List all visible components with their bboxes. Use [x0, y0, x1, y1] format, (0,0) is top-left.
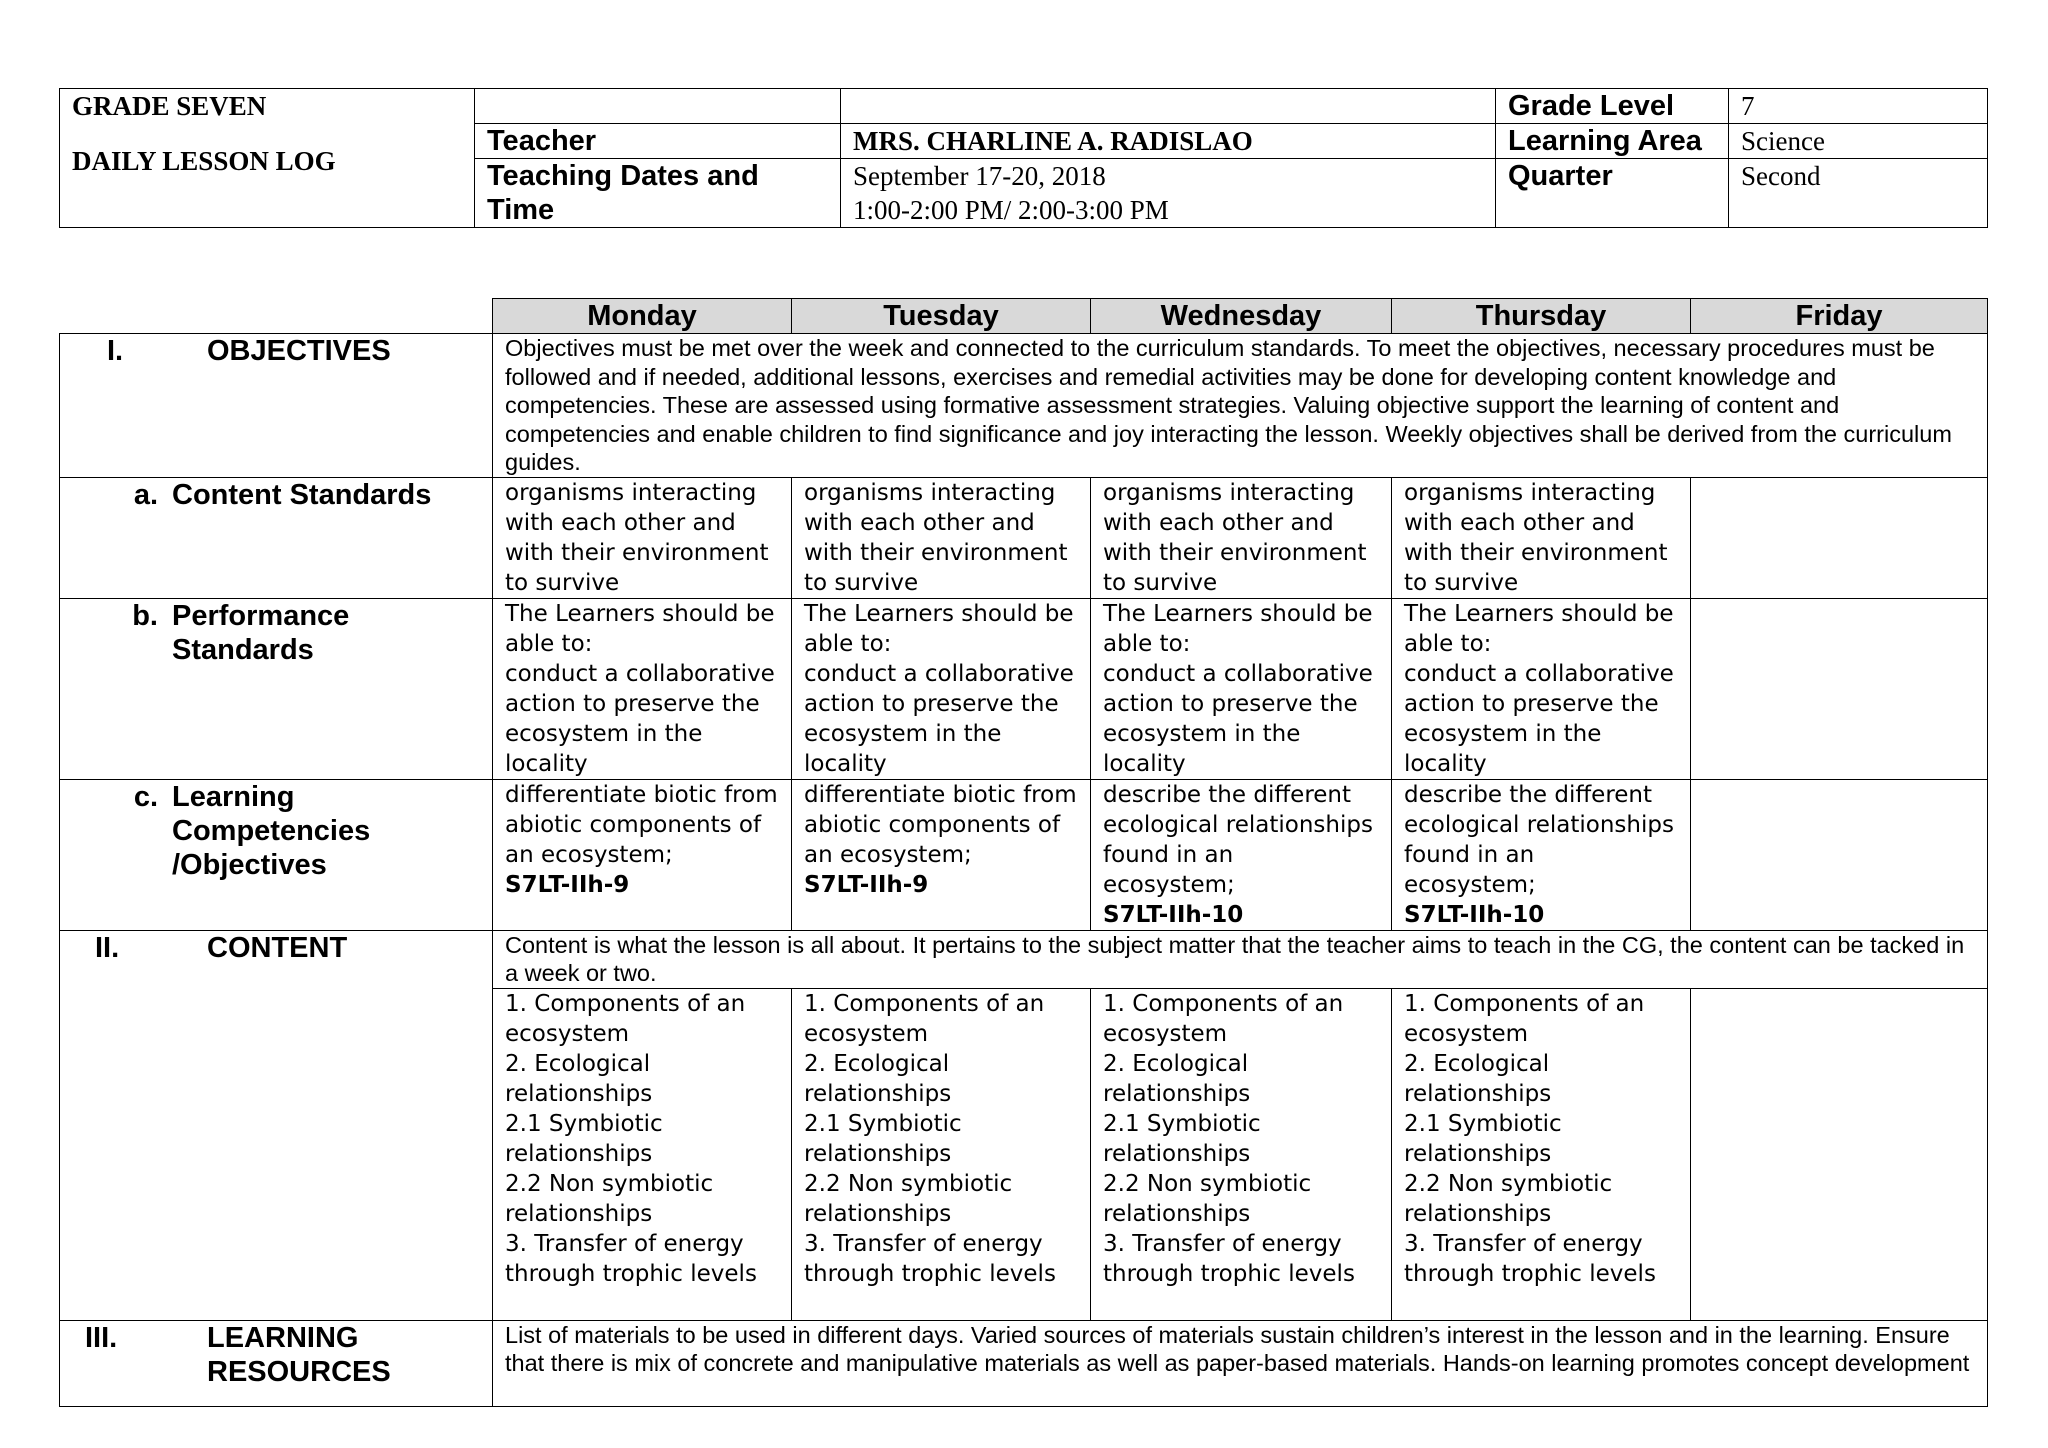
performance-standards-wednesday: The Learners should be able to: conduct a collaborative action to preserve the ecosystem in the locality	[1091, 598, 1392, 779]
content-topics-wednesday: 1. Components of an ecosystem 2. Ecological relationships 2.1 Symbiotic relationships 2.2 Non symbiotic relationships 3. Transfer of energy through trophic levels	[1091, 988, 1392, 1320]
learning-competencies-monday	[493, 779, 792, 930]
content-topics-monday: 1. Components of an ecosystem 2. Ecological relationships 2.1 Symbiotic relationships 2.2 Non symbiotic relationships 3. Transfer of energy through trophic levels	[493, 988, 792, 1320]
content-label-cell	[60, 930, 493, 1320]
section-title: CONTENT	[207, 931, 348, 964]
performance-standards-row	[60, 598, 1988, 779]
learning-resources-label-cell	[60, 1320, 493, 1406]
learning-resources-description: List of materials to be used in different days. Varied sources of materials sustain children’s interest in the lesson and in the learning. Ensure that there is mix of concrete and manipulative materials as well as paper-based materials. Hands-on learning promotes concept development	[493, 1320, 1988, 1406]
learning-competencies-thursday	[1392, 779, 1691, 930]
lesson-log-header	[59, 88, 1988, 228]
day-header-monday: Monday	[493, 299, 792, 334]
blank-corner-cell	[60, 299, 493, 334]
competency-text: describe the different ecological relationships found in an ecosystem;	[1404, 781, 1674, 898]
content-row	[60, 930, 1988, 988]
competency-code: S7LT-IIh-10	[1404, 901, 1545, 928]
performance-standards-thursday: The Learners should be able to: conduct a collaborative action to preserve the ecosystem in the locality	[1392, 598, 1691, 779]
content-standards-row	[60, 477, 1988, 598]
teaching-times: 1:00-2:00 PM/ 2:00-3:00 PM	[853, 195, 1169, 225]
learning-competencies-label-cell	[60, 779, 493, 930]
performance-standards-label-cell	[60, 598, 493, 779]
learning-competencies-row	[60, 779, 1988, 930]
item-title: Performance Standards	[172, 599, 350, 666]
item-letter: c.	[133, 780, 158, 813]
lesson-log-table	[59, 298, 1988, 1407]
teacher-value: MRS. CHARLINE A. RADISLAO	[841, 124, 1496, 159]
teaching-dates: September 17-20, 2018	[853, 161, 1106, 191]
day-header-tuesday: Tuesday	[792, 299, 1091, 334]
learning-area-label: Learning Area	[1496, 124, 1729, 159]
learning-area-value: Science	[1729, 124, 1988, 159]
quarter-value: Second	[1729, 159, 1988, 228]
performance-standards-monday: The Learners should be able to: conduct a collaborative action to preserve the ecosystem in the locality	[493, 598, 792, 779]
item-letter: b.	[132, 599, 158, 632]
content-standards-friday	[1691, 477, 1988, 598]
learning-resources-row	[60, 1320, 1988, 1406]
objectives-row	[60, 334, 1988, 478]
content-standards-monday: organisms interacting with each other and with their environment to survive	[493, 477, 792, 598]
grade-level-label: Grade Level	[1496, 89, 1729, 124]
content-standards-thursday: organisms interacting with each other and with their environment to survive	[1392, 477, 1691, 598]
quarter-label: Quarter	[1496, 159, 1729, 228]
competency-text: describe the different ecological relationships found in an ecosystem;	[1103, 781, 1373, 898]
log-title-cell	[60, 89, 475, 228]
content-standards-tuesday: organisms interacting with each other and with their environment to survive	[792, 477, 1091, 598]
blank-header-cell	[475, 89, 841, 124]
content-description: Content is what the lesson is all about. It pertains to the subject matter that the teacher aims to teach in the CG, the content can be tacked in a week or two.	[493, 930, 1988, 988]
blank-header-cell	[841, 89, 1496, 124]
content-standards-label-cell	[60, 477, 493, 598]
item-letter: a.	[133, 478, 158, 511]
section-title: OBJECTIVES	[207, 335, 391, 367]
learning-competencies-wednesday	[1091, 779, 1392, 930]
competency-text: differentiate biotic from abiotic components of an ecosystem;	[804, 781, 1077, 868]
teaching-dates-label: Teaching Dates and Time	[475, 159, 841, 228]
log-title: DAILY LESSON LOG	[72, 146, 336, 176]
competency-text: differentiate biotic from abiotic components of an ecosystem;	[505, 781, 778, 868]
grade-title: GRADE SEVEN	[72, 91, 267, 121]
item-title: Learning Competencies /Objectives	[172, 780, 371, 881]
competency-code: S7LT-IIh-9	[505, 871, 630, 898]
performance-standards-friday	[1691, 598, 1988, 779]
section-title: LEARNING RESOURCES	[207, 1321, 391, 1388]
teacher-label: Teacher	[475, 124, 841, 159]
day-header-friday: Friday	[1691, 299, 1988, 334]
objectives-description: Objectives must be met over the week and connected to the curriculum standards. To meet the objectives, necessary procedures must be followed and if needed, additional lessons, exercises and remedial activities may be done for developing content knowledge and competencies. These are assessed using formative assessment strategies. Valuing objective support the learning of content and competencies and enable children to find significance and joy interacting the lesson. Weekly objectives shall be derived from the curriculum guides.	[493, 334, 1988, 478]
content-topics-friday	[1691, 988, 1988, 1320]
content-topics-tuesday: 1. Components of an ecosystem 2. Ecological relationships 2.1 Symbiotic relationships 2.2 Non symbiotic relationships 3. Transfer of energy through trophic levels	[792, 988, 1091, 1320]
competency-code: S7LT-IIh-9	[804, 871, 929, 898]
competency-code: S7LT-IIh-10	[1103, 901, 1244, 928]
content-topics-thursday: 1. Components of an ecosystem 2. Ecological relationships 2.1 Symbiotic relationships 2.2 Non symbiotic relationships 3. Transfer of energy through trophic levels	[1392, 988, 1691, 1320]
section-number: III.	[85, 1321, 118, 1354]
section-number: I.	[107, 335, 124, 367]
section-number: II.	[95, 931, 120, 964]
grade-level-value: 7	[1729, 89, 1988, 124]
item-title: Content Standards	[172, 478, 432, 511]
day-header-wednesday: Wednesday	[1091, 299, 1392, 334]
teaching-dates-value	[841, 159, 1496, 228]
objectives-label-cell	[60, 334, 493, 478]
learning-competencies-friday	[1691, 779, 1988, 930]
learning-competencies-tuesday	[792, 779, 1091, 930]
content-standards-wednesday: organisms interacting with each other and with their environment to survive	[1091, 477, 1392, 598]
performance-standards-tuesday: The Learners should be able to: conduct a collaborative action to preserve the ecosystem in the locality	[792, 598, 1091, 779]
day-header-row	[60, 299, 1988, 334]
day-header-thursday: Thursday	[1392, 299, 1691, 334]
